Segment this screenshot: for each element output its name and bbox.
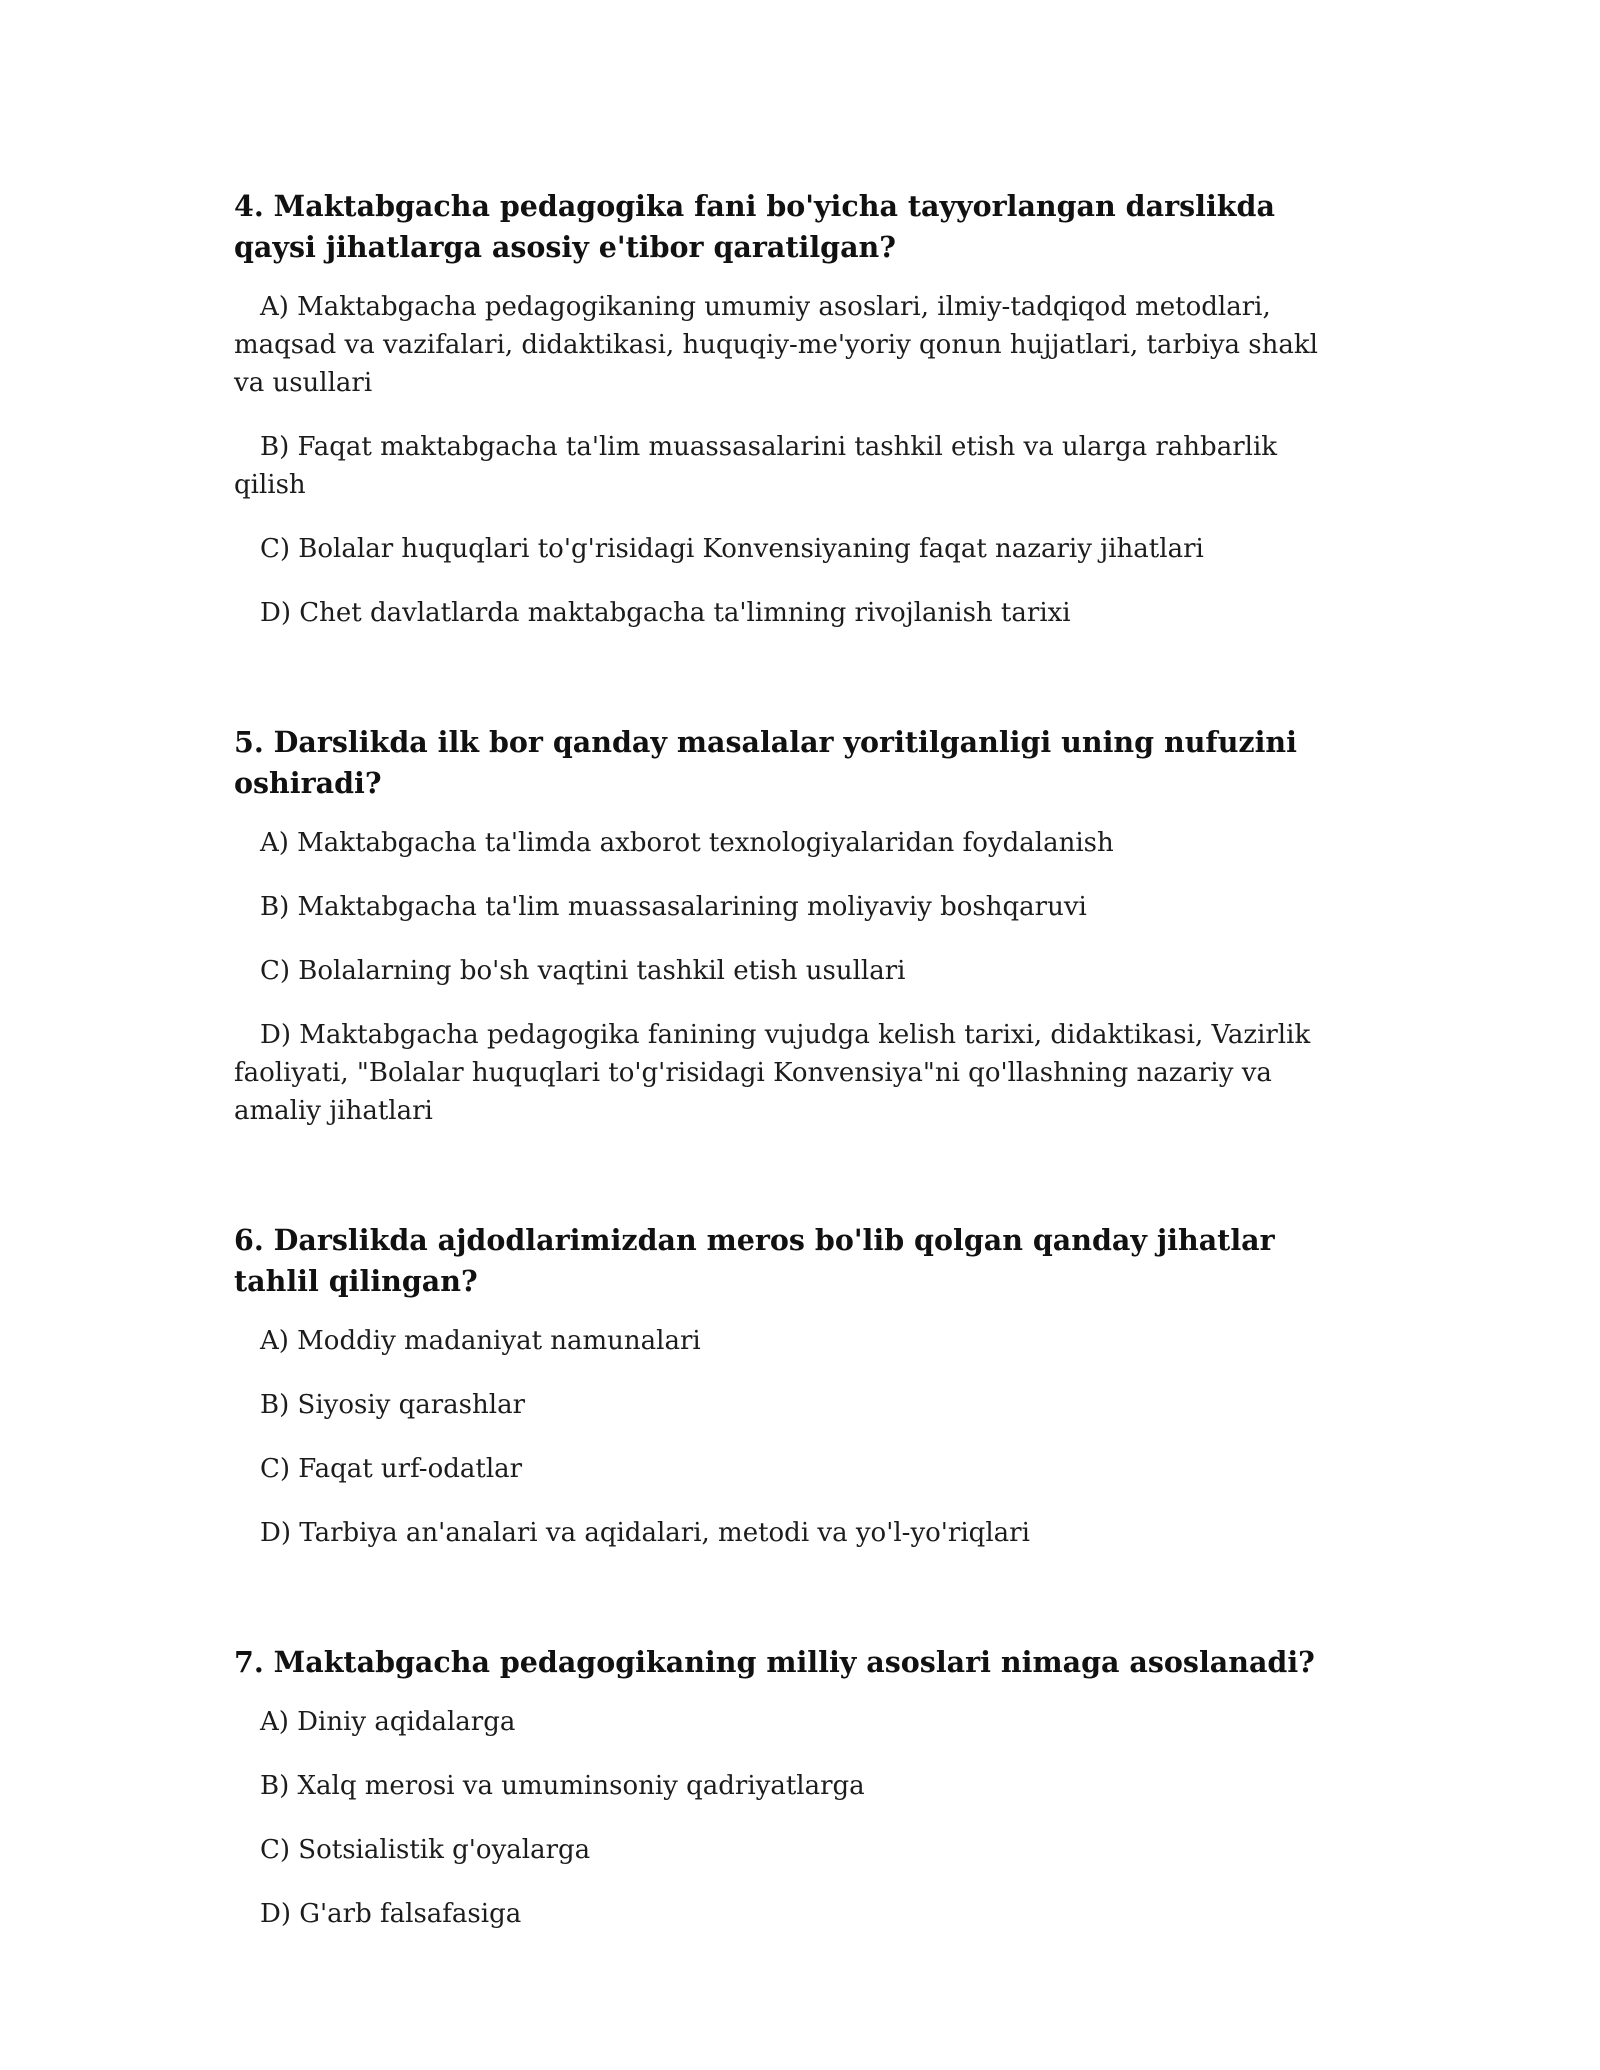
answer-option-d: D) Tarbiya an'analari va aqidalari, metodi va yo'l-yo'riqlari	[260, 1518, 1030, 1548]
answer-option-d: D) G'arb falsafasiga	[260, 1899, 522, 1929]
answer-option-b: B) Faqat maktabgacha ta'lim muassasalarini tashkil etish va ularga rahbarlik qilish	[234, 432, 1278, 500]
question-title: 6. Darslikda ajdodlarimizdan meros bo'lib qolgan qanday jihatlar tahlil qilingan?	[234, 1223, 1275, 1298]
answer-option-b: B) Maktabgacha ta'lim muassasalarining moliyaviy boshqaruvi	[260, 892, 1087, 922]
answer-option-b: B) Siyosiy qarashlar	[260, 1390, 526, 1420]
question-7	[234, 1642, 1324, 1933]
answer-option-c: C) Faqat urf-odatlar	[260, 1454, 523, 1484]
answer-option-a: A) Moddiy madaniyat namunalari	[260, 1326, 701, 1356]
answer-option-d: D) Chet davlatlarda maktabgacha ta'limning rivojlanish tarixi	[260, 598, 1071, 628]
question-title: 7. Maktabgacha pedagogikaning milliy asoslari nimaga asoslanadi?	[234, 1645, 1315, 1679]
answer-option-c: C) Bolalarning bo'sh vaqtini tashkil etish usullari	[260, 956, 906, 986]
answer-option-c: C) Sotsialistik g'oyalarga	[260, 1835, 591, 1865]
question-spacer	[234, 632, 1324, 722]
answer-option-a: A) Maktabgacha ta'limda axborot texnologiyalaridan foydalanish	[260, 828, 1114, 858]
question-spacer	[234, 1552, 1324, 1642]
answer-option-a: A) Maktabgacha pedagogikaning umumiy asoslari, ilmiy-tadqiqod metodlari, maqsad va vazifalari, didaktikasi, huquqiy-me'yoriy qonun hujjatlari, tarbiya shakl va usullari	[234, 292, 1318, 398]
answer-option-d: D) Maktabgacha pedagogika fanining vujudga kelish tarixi, didaktikasi, Vazirlik faoliyati, "Bolalar huquqlari to'g'risidagi Konvensiya"ni qo'llashning nazariy va amaliy jihatlari	[234, 1020, 1311, 1126]
question-4	[234, 186, 1324, 632]
question-spacer	[234, 1130, 1324, 1220]
answer-option-c: C) Bolalar huquqlari to'g'risidagi Konvensiyaning faqat nazariy jihatlari	[260, 534, 1204, 564]
answer-option-a: A) Diniy aqidalarga	[260, 1707, 516, 1737]
question-title: 4. Maktabgacha pedagogika fani bo'yicha tayyorlangan darslikda qaysi jihatlarga asosiy e'tibor qaratilgan?	[234, 189, 1275, 264]
question-title: 5. Darslikda ilk bor qanday masalalar yoritilganligi uning nufuzini oshiradi?	[234, 725, 1297, 800]
answer-option-b: B) Xalq merosi va umuminsoniy qadriyatlarga	[260, 1771, 865, 1801]
question-6	[234, 1220, 1324, 1552]
question-5	[234, 722, 1324, 1130]
document-page	[234, 186, 1324, 1933]
